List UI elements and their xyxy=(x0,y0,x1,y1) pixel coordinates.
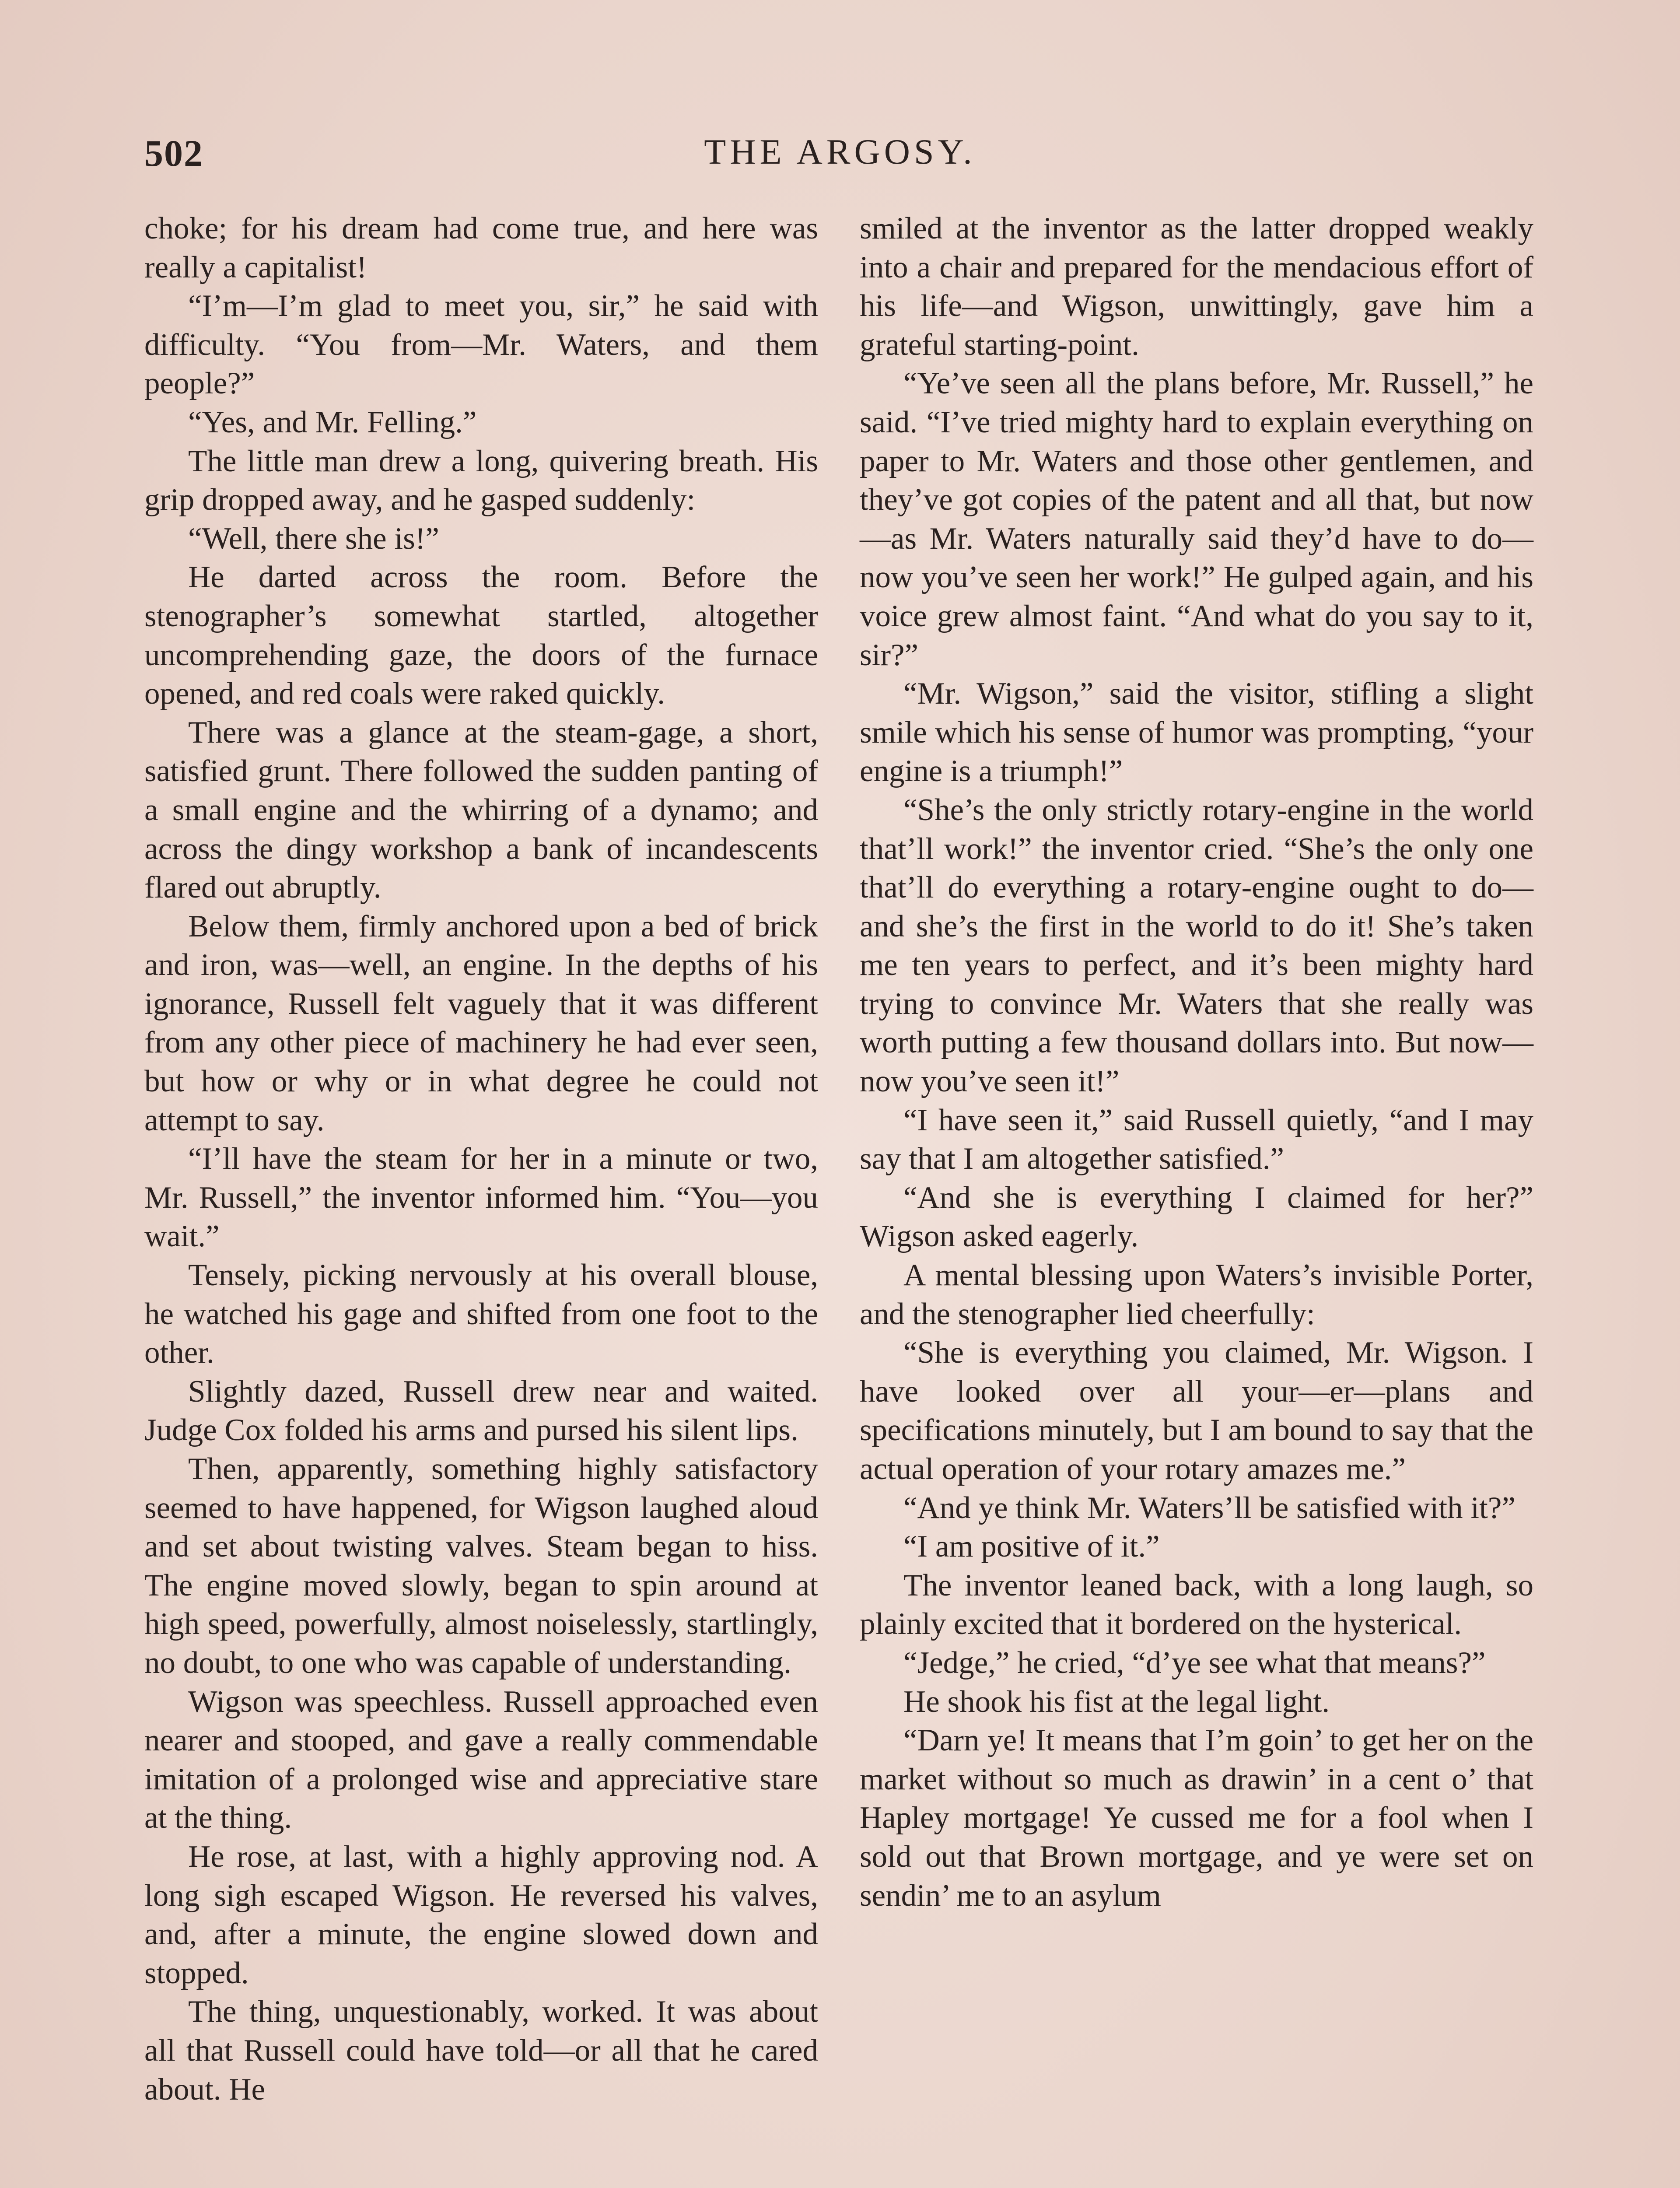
paragraph: “And she is everything I claimed for her?” Wigson asked eagerly. xyxy=(860,1180,1533,1254)
paragraph: “Jedge,” he cried, “d’ye see what that means?” xyxy=(903,1645,1486,1680)
paragraph: “I’m—I’m glad to meet you, sir,” he said with difficulty. “You from—Mr. Waters, and them people?” xyxy=(144,289,818,401)
paragraph: “And ye think Mr. Waters’ll be satisfied with it?” xyxy=(903,1490,1516,1525)
paragraph: “I’ll have the steam for her in a minute or two, Mr. Russell,” the inventor informed him. “You—you wait.” xyxy=(144,1142,818,1254)
paragraph: “Ye’ve seen all the plans before, Mr. Russell,” he said. “I’ve tried mighty hard to explain everything on paper to Mr. Waters and those other gentlemen, and they’ve got copies of the patent and all that, but now—as Mr. Waters naturally said they’d have to do—now you’ve seen her work!” He gulped again, and his voice grew almost faint. “And what do you say to it, sir?” xyxy=(860,366,1533,672)
paragraph: Tensely, picking nervously at his overall blouse, he watched his gage and shifted from one foot to the other. xyxy=(144,1258,818,1370)
paragraph: “Yes, and Mr. Felling.” xyxy=(188,405,477,439)
running-head: THE ARGOSY. xyxy=(704,132,976,172)
paragraph: “Well, there she is!” xyxy=(188,521,439,556)
paragraph: choke; for his dream had come true, and here was really a capitalist! xyxy=(144,211,818,284)
paragraph: He shook his fist at the legal light. xyxy=(903,1684,1330,1719)
paragraph: Then, apparently, something highly satisfactory seemed to have happened, for Wigson laughed aloud and set about twisting valves. Steam began to hiss. The engine moved slowly, began to spin around at high speed, powerfully, almost noiselessly, startlingly, no doubt, to one who was capable of understanding. xyxy=(144,1452,818,1680)
page-header xyxy=(144,131,1536,179)
paragraph: He rose, at last, with a highly approving nod. A long sigh escaped Wigson. He reversed his valves, and, after a minute, the engine slowed down and stopped. xyxy=(144,1839,818,1990)
paragraph: Below them, firmly anchored upon a bed of brick and iron, was—well, an engine. In the depths of his ignorance, Russell felt vaguely that it was different from any other piece of machinery he had ever seen, but how or why or in what degree he could not attempt to say. xyxy=(144,909,818,1137)
paragraph: He darted across the room. Before the stenographer’s somewhat startled, altogether uncomprehending gaze, the doors of the furnace opened, and red coals were raked quickly. xyxy=(144,560,818,711)
paragraph: “She is everything you claimed, Mr. Wigson. I have looked over all your—er—plans and specifications minutely, but I am bound to say that the actual operation of your rotary amazes me.” xyxy=(860,1336,1533,1486)
paragraph: Wigson was speechless. Russell approached even nearer and stooped, and gave a really commendable imitation of a prolonged wise and appreciative stare at the thing. xyxy=(144,1684,818,1835)
paragraph: smiled at the inventor as the latter dropped weakly into a chair and prepared for the mendacious effort of his life—and Wigson, unwittingly, gave him a grateful starting-point. xyxy=(860,211,1533,362)
paragraph: “Darn ye! It means that I’m goin’ to get her on the market without so much as drawin’ in a cent o’ that Hapley mortgage! Ye cussed me for a fool when I sold out that Brown mortgage, and ye were set on sendin’ me to an asylum xyxy=(860,1723,1533,1913)
paragraph: The thing, unquestionably, worked. It was about all that Russell could have told—or all that he cared about. He xyxy=(144,1995,818,2107)
paragraph: “I am positive of it.” xyxy=(903,1529,1160,1564)
paragraph: The little man drew a long, quivering breath. His grip dropped away, and he gasped suddenly: xyxy=(144,444,818,517)
paragraph: There was a glance at the steam-gage, a short, satisfied grunt. There followed the sudden panting of a small engine and the whirring of a dynamo; and across the dingy workshop a bank of incandescents flared out abruptly. xyxy=(144,715,818,905)
paragraph: “Mr. Wigson,” said the visitor, stifling a slight smile which his sense of humor was prompting, “your engine is a triumph!” xyxy=(860,677,1533,789)
paragraph: “I have seen it,” said Russell quietly, “and I may say that I am altogether satisfied.” xyxy=(860,1103,1533,1176)
paragraph: The inventor leaned back, with a long laugh, so plainly excited that it bordered on the hysterical. xyxy=(860,1568,1533,1641)
paragraph: A mental blessing upon Waters’s invisible Porter, and the stenographer lied cheerfully: xyxy=(860,1258,1533,1331)
paragraph: “She’s the only strictly rotary-engine in the world that’ll work!” the inventor cried. “She’s the only one that’ll do everything a rotary-engine ought to do—and she’s the first in the world to do it! She’s taken me ten years to perfect, and it’s been mighty hard trying to convince Mr. Waters that she really was worth putting a few thousand dollars into. But now—now you’ve seen it!” xyxy=(860,792,1533,1099)
right-column xyxy=(860,209,1533,1915)
page-number: 502 xyxy=(144,132,203,174)
left-column xyxy=(144,209,818,2109)
paragraph: Slightly dazed, Russell drew near and waited. Judge Cox folded his arms and pursed his silent lips. xyxy=(144,1374,818,1448)
